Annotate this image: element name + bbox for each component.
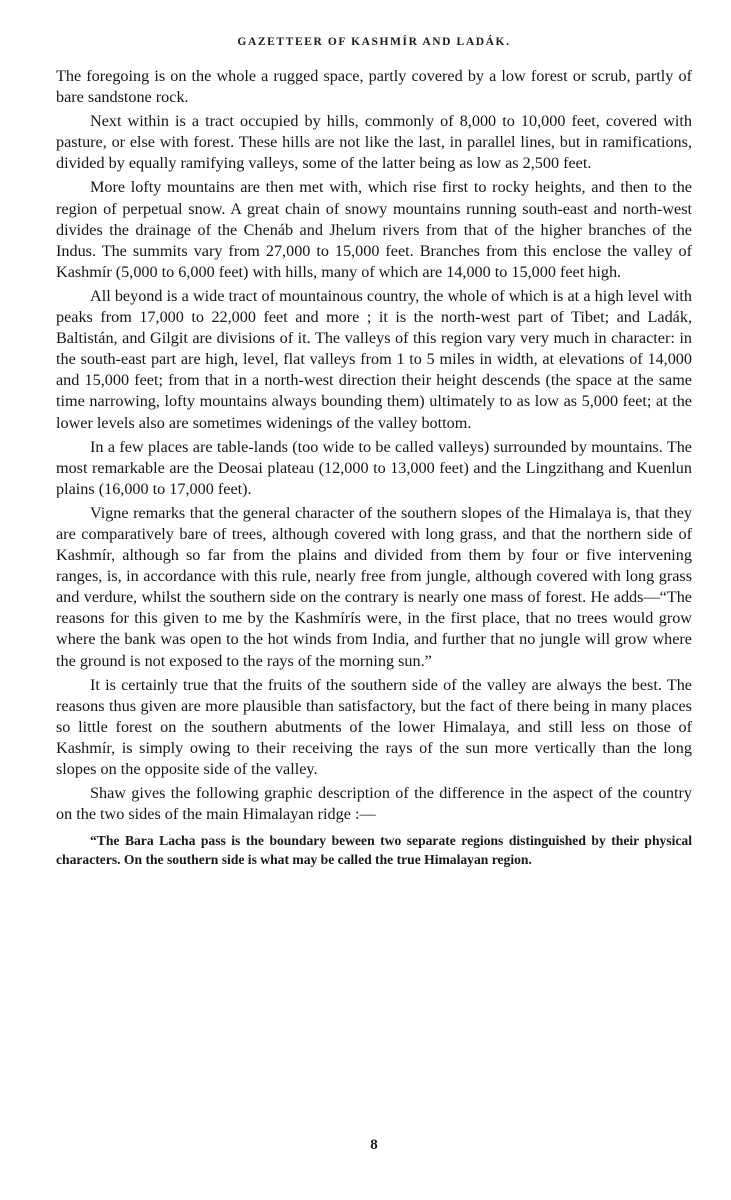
paragraph: The foregoing is on the whole a rugged space, partly covered by a low forest or scrub, partly of bare sandstone rock. bbox=[56, 67, 692, 107]
running-head: GAZETTEER OF KASHMÍR AND LADÁK. bbox=[237, 36, 511, 48]
paragraph: In a few places are table-lands (too wide to be called valleys) surrounded by mountains. The most remarkable are the Deosai plateau (12,000 to 13,000 feet) and the Lingzithang and Kuenlun plains (16,000 to 17,000 feet). bbox=[56, 437, 692, 498]
paragraph: Shaw gives the following graphic description of the difference in the aspect of the country on the two sides of the main Himalayan ridge :— bbox=[56, 784, 692, 824]
paragraph: Vigne remarks that the general character of the southern slopes of the Himalaya is, that they are comparatively bare of trees, although covered with long grass, and that the northern side of Kashmír, although so far from the plains and divided from them by four or five intervening ranges, is, in accordance with this rule, nearly free from jungle, although covered with long grass and verdure, whilst the southern side on the contrary is nearly one mass of forest. He adds—“The reasons for this given to me by the Kashmírís were, in the first place, that no trees would grow where the bank was open to the hot winds from India, and further that no jungle will grow where the ground is not exposed to the rays of the morning sun.” bbox=[56, 503, 692, 670]
page-number: 8 bbox=[370, 1137, 378, 1153]
book-page bbox=[56, 36, 692, 1166]
paragraph: All beyond is a wide tract of mountainous country, the whole of which is at a high level with peaks from 17,000 to 22,000 feet and more ; it is the north-west part of Tibet; and Ladák, Baltistán, and Gilgit are divisions of it. The valleys of this region vary very much in character: in the south-east part are high, level, flat valleys from 1 to 5 miles in width, at elevations of 14,000 and 15,000 feet; from that in a north-west direction their height descends (the space at the same time narrowing, lofty mountains always bounding them) ultimately to as low as 5,000 feet; at the lower levels also are sometimes widenings of the valley bottom. bbox=[56, 286, 692, 432]
block-quote: “The Bara Lacha pass is the boundary beween two separate regions distinguished by their physical characters. On the southern side is what may be called the true Himalayan region. bbox=[56, 833, 692, 868]
paragraph: More lofty mountains are then met with, which rise first to rocky heights, and then to the region of perpetual snow. A great chain of snowy mountains running south-east and north-west divides the drainage of the Chenáb and Jhelum rivers from that of the higher branches of the Indus. The summits vary from 27,000 to 15,000 feet. Branches from this enclose the valley of Kashmír (5,000 to 6,000 feet) with hills, many of which are 14,000 to 15,000 feet high. bbox=[56, 178, 692, 281]
paragraph: Next within is a tract occupied by hills, commonly of 8,000 to 10,000 feet, covered with pasture, or else with forest. These hills are not like the last, in parallel lines, but in ramifications, divided by equally ramifying valleys, some of the latter being as low as 2,500 feet. bbox=[56, 112, 692, 173]
paragraph: It is certainly true that the fruits of the southern side of the valley are always the best. The reasons thus given are more plausible than satisfactory, but the fact of there being in many places so little forest on the southern abutments of the lower Himalaya, and still less on those of Kashmír, is simply owing to their receiving the rays of the sun more vertically than the long slopes on the opposite side of the valley. bbox=[56, 675, 692, 778]
body-text bbox=[56, 66, 692, 825]
